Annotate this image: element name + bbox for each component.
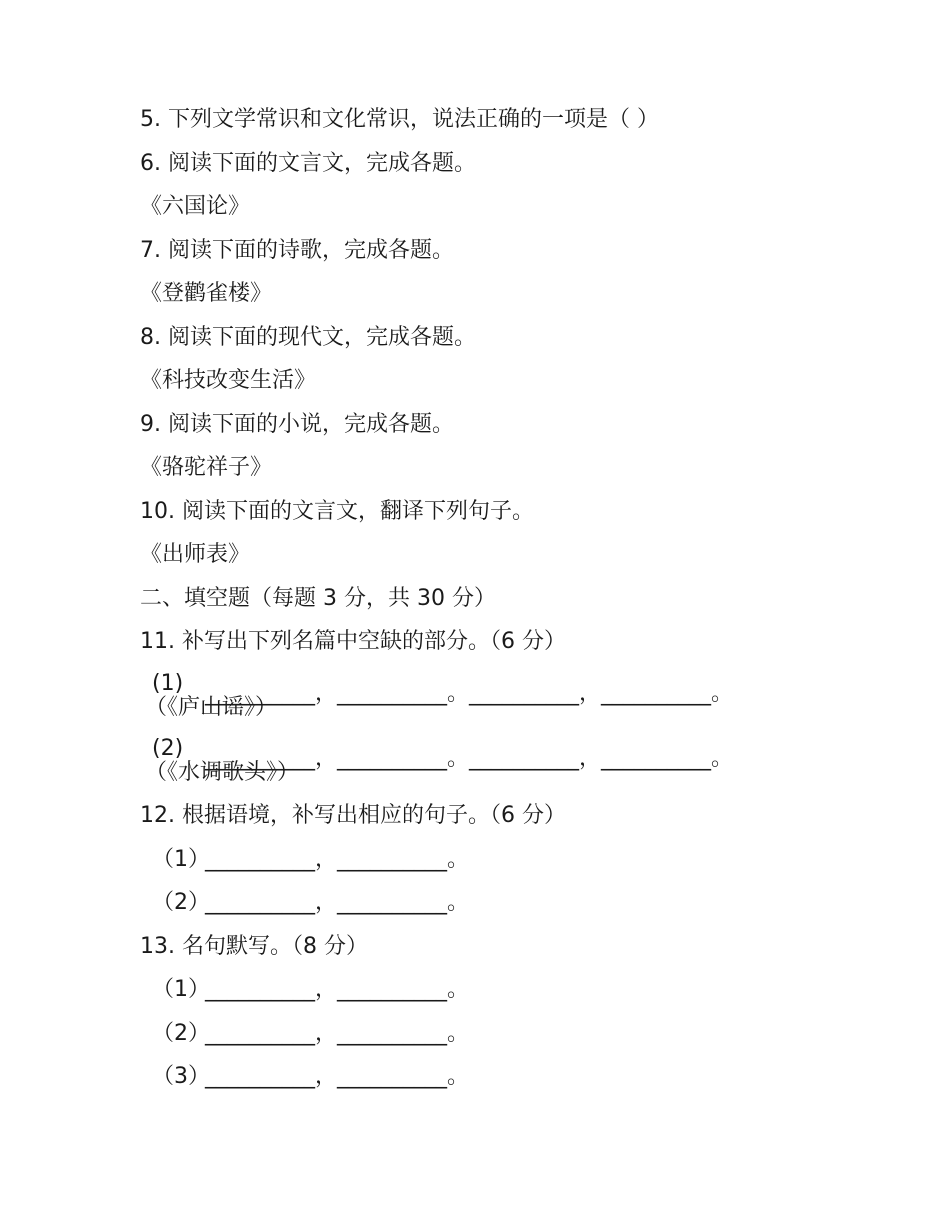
question-11-item-2-source: （《水调歌头》） xyxy=(145,760,300,785)
question-12-item-2-number: （2） xyxy=(152,890,210,915)
question-11-item-2-blanks: __________，__________。__________，__________。 xyxy=(205,746,734,771)
question-9-title: 《骆驼祥子》 xyxy=(140,455,273,480)
question-13-item-2-blanks: __________，__________。 xyxy=(205,1021,470,1046)
question-12-item-1-blanks: __________，__________。 xyxy=(205,847,470,872)
question-9: 9. 阅读下面的小说，完成各题。 xyxy=(140,412,454,437)
question-11-item-2-number: (2) xyxy=(152,736,184,761)
question-13-item-3-number: （3） xyxy=(152,1064,210,1089)
question-13-item-3-blanks: __________，__________。 xyxy=(205,1064,470,1089)
question-13-stem: 13. 名句默写。（8 分） xyxy=(140,934,368,959)
question-13-item-1-blanks: __________，__________。 xyxy=(205,977,470,1002)
question-12-item-2-blanks: __________，__________。 xyxy=(205,890,470,915)
question-13-item-1-number: （1） xyxy=(152,977,210,1002)
question-10: 10. 阅读下面的文言文，翻译下列句子。 xyxy=(140,499,534,524)
question-12-stem: 12. 根据语境，补写出相应的句子。（6 分） xyxy=(140,803,566,828)
section-2-heading: 二、填空题（每题 3 分，共 30 分） xyxy=(140,586,496,611)
question-6-title: 《六国论》 xyxy=(140,194,251,219)
question-11-item-1-source: （《庐山谣》） xyxy=(145,695,278,720)
question-10-title: 《出师表》 xyxy=(140,542,251,567)
question-5: 5. 下列文学常识和文化常识，说法正确的一项是（ ） xyxy=(140,107,659,132)
question-7-title: 《登鹳雀楼》 xyxy=(140,281,273,306)
question-8-title: 《科技改变生活》 xyxy=(140,368,317,393)
question-12-item-1-number: （1） xyxy=(152,847,210,872)
question-7: 7. 阅读下面的诗歌，完成各题。 xyxy=(140,238,454,263)
question-11-item-1-blanks: __________，__________。__________，__________。 xyxy=(205,681,734,706)
question-11-item-1-number: (1) xyxy=(152,671,184,696)
question-8: 8. 阅读下面的现代文，完成各题。 xyxy=(140,325,476,350)
question-6: 6. 阅读下面的文言文，完成各题。 xyxy=(140,151,476,176)
question-11-stem: 11. 补写出下列名篇中空缺的部分。（6 分） xyxy=(140,629,566,654)
question-13-item-2-number: （2） xyxy=(152,1021,210,1046)
